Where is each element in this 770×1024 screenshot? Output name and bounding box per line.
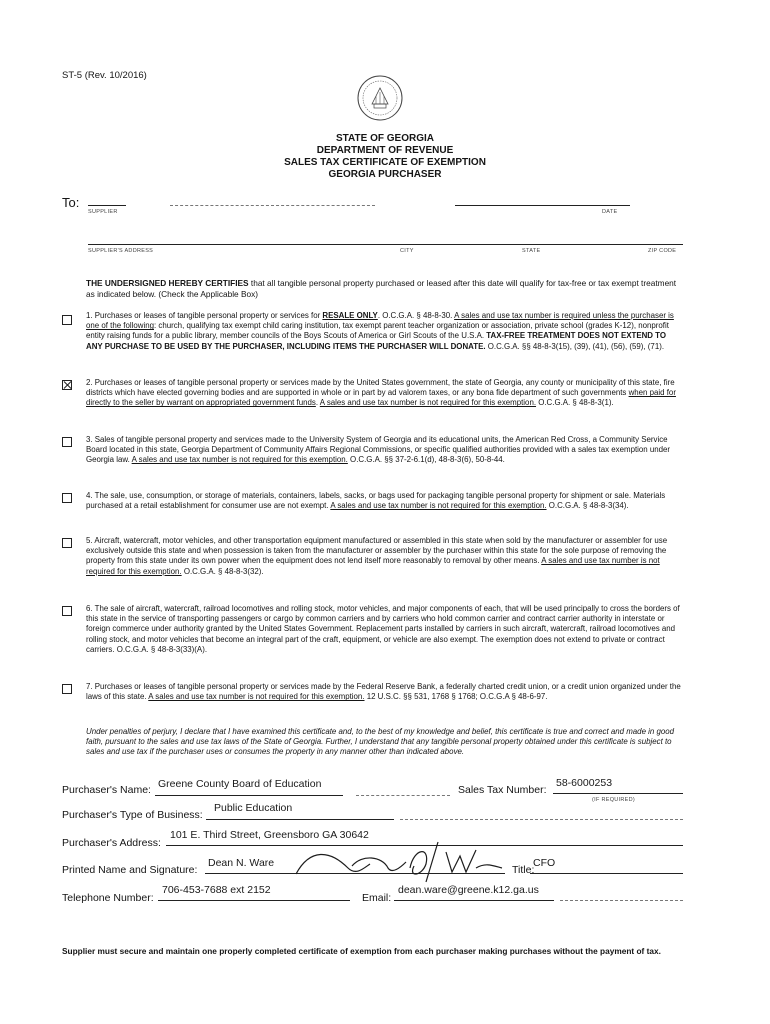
form-id: ST-5 (Rev. 10/2016) (62, 70, 147, 81)
if-required-label: (IF REQUIRED) (592, 797, 636, 803)
intro-text: that all tangible personal property purchased or leased after this date will qualify for tax-free or tax exempt treatment as indicated below. (Check the Applicable Box) (86, 278, 677, 299)
item-underlined: A sales and use tax number is not required for this exemption. (148, 692, 365, 702)
item-text: O.C.G.A. § 48-8-3(34). (546, 501, 629, 511)
printed-name-signature-label: Printed Name and Signature: (62, 864, 198, 876)
exemption-item-federal-reserve (86, 682, 684, 702)
sales-tax-number-value: 58-6000253 (556, 777, 613, 789)
handwritten-signature (290, 838, 520, 888)
business-type-field-dashed (400, 819, 683, 820)
business-type-field[interactable] (206, 819, 394, 820)
supplier-address-field[interactable] (88, 244, 683, 245)
item-text: O.C.G.A. §§ 37-2-6.1(d), 48-8-3(6), 50-8-44. (347, 455, 505, 465)
checkbox-packaging[interactable] (62, 493, 72, 503)
item-underlined: when paid for directly to the seller by warrant on appropriated government funds (86, 388, 676, 408)
item-underlined: A sales and use tax number is not required for this exemption. (86, 556, 660, 576)
supplier-field-dashed (170, 205, 375, 206)
exemption-item-transportation-equipment (86, 536, 684, 577)
item-text: 6. The sale of aircraft, watercraft, railroad locomotives and rolling stock, motor vehicles, and major components of each, that will be used principally to cross the borders of this state in the service of transporting passengers or cargo by common carriers and by carriers who hold common carrier and contract carrier authority in interstate or foreign commerce under authority granted by the United States Government. Replacement parts installed by carriers in such aircraft, watercraft, railroad locomotives and rolling stock, and motor vehicles that become an integral part of the craft, equipment, or vehicle are also exempt. The exemption does not extend to private or contract carriers. O.C.G.A. § 48-8-3(33)(A). (86, 604, 680, 654)
purchaser-name-label: Purchaser's Name: (62, 784, 151, 796)
footer-notice: Supplier must secure and maintain one properly completed certificate of exemption from each purchaser making purchases without the payment of tax. (62, 946, 661, 956)
checkbox-federal-reserve[interactable] (62, 684, 72, 694)
zip-label: ZIP CODE (648, 248, 677, 254)
certification-intro (86, 278, 682, 299)
email-field-dashed (560, 900, 683, 901)
supplier-field[interactable] (88, 205, 126, 206)
sales-tax-number-field[interactable] (553, 793, 683, 794)
item-text: O.C.G.A. § 48-8-3(32). (181, 566, 264, 576)
supplier-address-label: SUPPLIER'S ADDRESS (88, 248, 154, 254)
item-emphasis: TAX-FREE TREATMENT DOES NOT EXTEND TO ANY PURCHASE TO BE USED BY THE PURCHASER, INCLUDING ITEMS THE PURCHASER WILL DONATE. (86, 331, 666, 351)
checkbox-interstate-carriers[interactable] (62, 606, 72, 616)
exemption-item-interstate-carriers (86, 604, 684, 655)
exemption-item-packaging (86, 491, 684, 511)
item-text: 3. Sales of tangible personal property and services made to the University System of Georgia and its educational units, the American Red Cross, a Community Service Board located in this state, Georgia Department of Community Affairs Regional Commissions, or specific qualified authorities provided with a sales tax exemption under Georgia law. (86, 435, 671, 465)
telephone-value: 706-453-7688 ext 2152 (162, 884, 271, 896)
item-text: O.C.G.A. §§ 48-8-3(15), (39), (41), (56), (59), (71). (485, 341, 665, 351)
header-certificate-title: SALES TAX CERTIFICATE OF EXEMPTION (284, 157, 486, 168)
checkbox-government[interactable] (62, 380, 72, 390)
item-text: 2. Purchases or leases of tangible personal property or services made by the United States government, the state of Georgia, any county or municipality of this state, fire districts which have elected governing bodies and are supported in whole or in part by ad valorem taxes, or any bona fide department of such governments (86, 378, 675, 398)
item-underlined: A sales and use tax number is required unless the purchaser is one of the following (86, 311, 674, 331)
item-emphasis: RESALE ONLY (322, 311, 378, 320)
perjury-statement: Under penalties of perjury, I declare that I have examined this certificate and, to the best of my knowledge and belief, this certificate is true and correct and made in good faith, pursuant to the sales and use tax laws of the State of Georgia. Further, I understand that any tangible personal property obtained under this certificate is subject to sales and use tax if the purchaser uses or consumes the property in any manner other than indicated above. (86, 727, 675, 756)
email-label: Email: (362, 892, 392, 904)
to-label: To: (62, 195, 80, 210)
purchaser-name-field-dashed (356, 795, 450, 796)
exemption-item-university-system (86, 435, 684, 466)
purchaser-name-value: Greene County Board of Education (158, 778, 322, 790)
item-underlined: A sales and use tax number is not required for this exemption. (319, 398, 537, 408)
purchaser-name-field[interactable] (155, 795, 343, 796)
checkbox-university-system[interactable] (62, 437, 72, 447)
item-text: O.C.G.A. § 48-8-3(1). (536, 398, 614, 408)
document-header (0, 133, 770, 181)
intro-bold: THE UNDERSIGNED HEREBY CERTIFIES (86, 278, 249, 288)
purchaser-address-label: Purchaser's Address: (62, 837, 161, 849)
email-field[interactable] (394, 900, 554, 901)
item-text: 7. Purchases or leases of tangible personal property or services made by the Federal Reserve Bank, a federally charted credit union, or a credit union organized under the laws of this state. (86, 682, 681, 702)
date-label: DATE (602, 209, 618, 215)
telephone-label: Telephone Number: (62, 892, 154, 904)
header-purchaser-type: GEORGIA PURCHASER (328, 169, 442, 180)
item-text: 5. Aircraft, watercraft, motor vehicles, and other transportation equipment manufactured or assembled in this state when sold by the manufacturer or assembler for use exclusively outside this state and when possession is taken from the manufacturer or assembler by the purchaser within this state for the sole purpose of removing the property from this state under its own power when the equipment does not lend itself more reasonably to removal by other means. (86, 536, 668, 566)
header-state: STATE OF GEORGIA (336, 133, 434, 144)
purchaser-address-value: 101 E. Third Street, Greensboro GA 30642 (170, 829, 369, 841)
title-value: CFO (533, 857, 556, 869)
item-text: . O.C.G.A. § 48-8-30. (377, 311, 455, 320)
checkbox-transportation-equipment[interactable] (62, 538, 72, 548)
header-department: DEPARTMENT OF REVENUE (316, 145, 454, 156)
exemption-item-resale (86, 311, 684, 352)
checkbox-resale[interactable] (62, 315, 72, 325)
sales-tax-number-label: Sales Tax Number: (458, 784, 547, 796)
state-label: STATE (522, 248, 541, 254)
business-type-value: Public Education (214, 802, 293, 814)
item-underlined: A sales and use tax number is not required for this exemption. (330, 501, 547, 511)
item-text: 12 U.S.C. §§ 531, 1768 § 1768; O.C.G.A § 48-6-97. (364, 692, 548, 702)
telephone-field[interactable] (158, 900, 350, 901)
title-field[interactable] (530, 873, 683, 874)
email-value: dean.ware@greene.k12.ga.us (398, 884, 539, 896)
item-underlined: A sales and use tax number is not required for this exemption. (131, 455, 348, 465)
printed-name-value: Dean N. Ware (208, 857, 275, 869)
item-text: : church, qualifying tax exempt child caring institution, tax exempt parent teacher organization or association, private school (grades K-12), nonprofit entity raising funds for a public library, member councils of the Boys Scouts of America or Girl Scouts of the U.S.A. (86, 321, 669, 341)
business-type-label: Purchaser's Type of Business: (62, 809, 203, 821)
georgia-state-seal-icon (356, 74, 404, 122)
city-label: CITY (400, 248, 414, 254)
title-label: Title: (512, 864, 535, 876)
exemption-item-government (86, 378, 684, 409)
item-text: 4. The sale, use, consumption, or storage of materials, containers, labels, sacks, or bags used for packaging tangible personal property for shipment or sale. Materials purchased at a retail establishment for consumer use are not exempt. (86, 491, 666, 511)
supplier-label: SUPPLIER (88, 209, 118, 215)
date-field[interactable] (455, 205, 630, 206)
item-text: . (315, 398, 320, 408)
item-text: 1. Purchases or leases of tangible personal property or services for (86, 311, 323, 320)
